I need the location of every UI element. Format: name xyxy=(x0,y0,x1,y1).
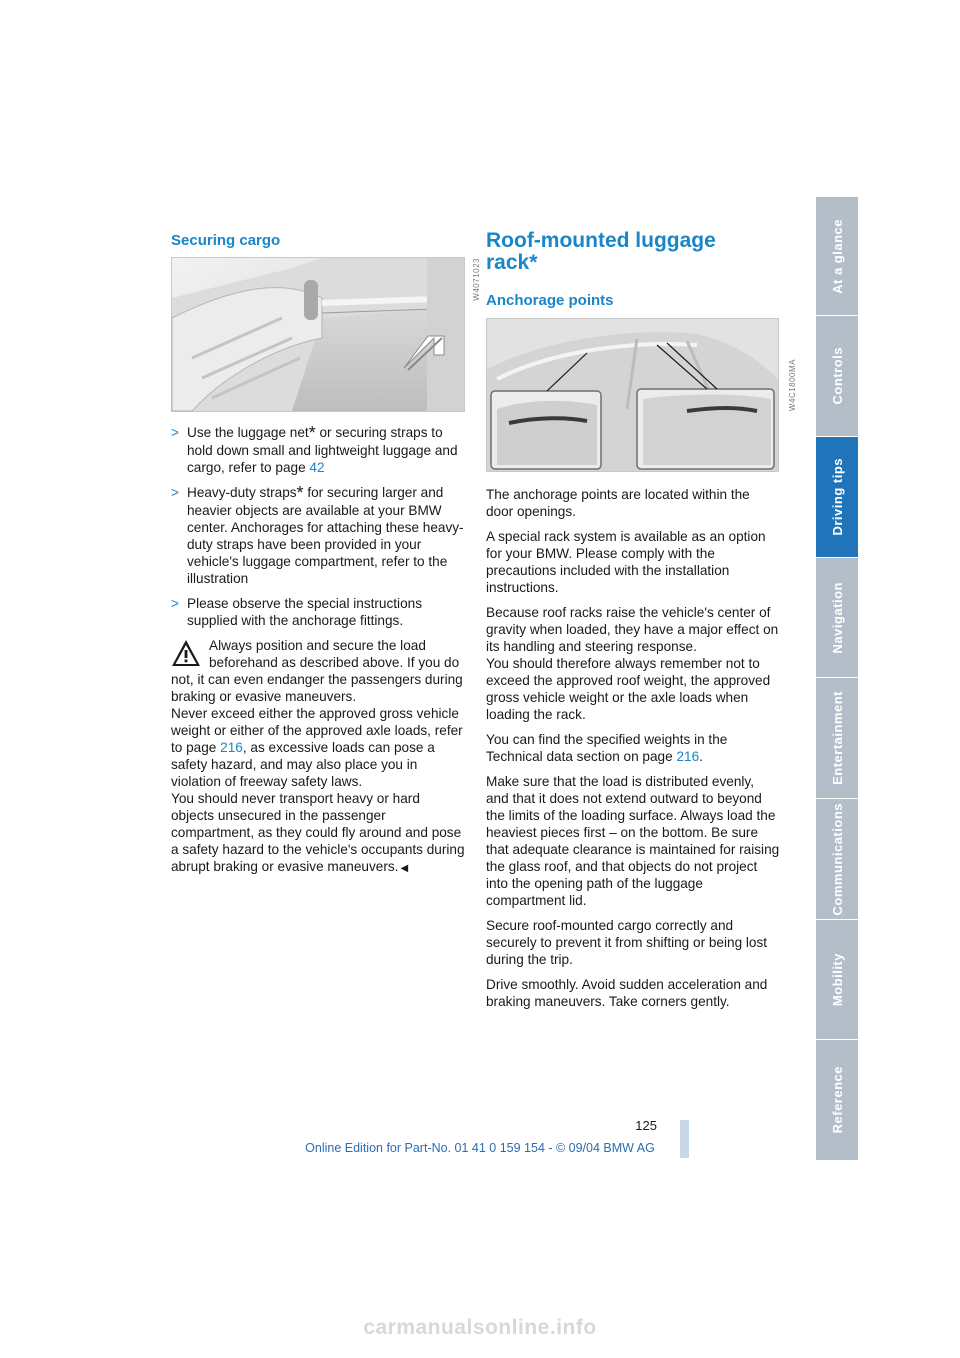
paragraph: A special rack system is available as an option for your BMW. Please comply with the precautions included with the installation instructions. xyxy=(486,529,766,595)
luggage-compartment-illustration xyxy=(172,258,464,411)
rack-text xyxy=(486,486,780,1010)
anchorage-points-figure xyxy=(486,318,797,472)
luggage-compartment-figure xyxy=(171,257,481,412)
tab-mobility[interactable] xyxy=(816,920,858,1040)
bullet-mark: > xyxy=(171,485,179,500)
bullet-text: or securing straps to hold down small and lightweight luggage and cargo, refer to page xyxy=(187,425,458,475)
tab-label: Navigation xyxy=(829,581,845,654)
paragraph-text: . xyxy=(699,749,703,764)
tab-at-a-glance[interactable] xyxy=(816,197,858,316)
tab-communications[interactable] xyxy=(816,799,858,920)
tab-controls[interactable] xyxy=(816,316,858,437)
optional-star: * xyxy=(529,251,538,274)
left-column xyxy=(171,232,481,877)
optional-star: * xyxy=(296,483,304,503)
warning-text: , as excessive loads can pose a safety hazard, and may also place you in violation of freeway safety laws. xyxy=(171,740,435,789)
anchorage-points-illustration xyxy=(487,319,778,471)
page-number: 125 xyxy=(635,1118,657,1133)
list-item xyxy=(171,595,465,629)
paragraph: You should therefore always remember not to exceed the approved roof weight, the approved gross vehicle weight or the axle loads when loading the rack. xyxy=(486,656,771,722)
list-item xyxy=(171,424,465,476)
list-item xyxy=(171,484,465,587)
paragraph: Because roof racks raise the vehicle's center of gravity when loaded, they have a major effect on its handling and steering response. xyxy=(486,605,779,654)
watermark: carmanualsonline.info xyxy=(363,1316,597,1339)
bullet-mark: > xyxy=(171,596,179,611)
tab-entertainment[interactable] xyxy=(816,678,858,799)
section-heading-anchorage-points: Anchorage points xyxy=(486,292,614,309)
page-link-216[interactable]: 216 xyxy=(220,740,243,755)
section-heading-securing-cargo: Securing cargo xyxy=(171,232,281,249)
right-column xyxy=(486,229,797,1018)
paragraph-weights xyxy=(486,731,780,765)
chapter-tabs xyxy=(816,197,858,1160)
bullet-mark: > xyxy=(171,425,179,440)
tab-label: Reference xyxy=(829,1066,845,1134)
warning-text-3 xyxy=(171,790,465,877)
paragraph: Secure roof-mounted cargo correctly and securely to prevent it from shifting or being lost during the trip. xyxy=(486,918,768,967)
bullet-text: Heavy-duty straps xyxy=(187,485,297,500)
page-link-42[interactable]: 42 xyxy=(309,460,325,475)
warning-text: Never exceed either the approved gross vehicle weight or either of the approved axle loads, refer to page xyxy=(171,706,463,755)
end-mark: ◀ xyxy=(400,863,409,874)
bullet-list xyxy=(171,424,465,629)
bullet-text: Use the luggage net xyxy=(187,425,309,440)
paragraph: Make sure that the load is distributed evenly, and that it does not extend outward to beyond the limits of the loading surface. Always load the heaviest pieces first – on the bottom. Be sure that adequate clearance is maintained for raising the glass roof, and that objects do not project into the opening path of the luggage compartment lid. xyxy=(486,774,780,908)
tab-label: At a glance xyxy=(829,218,845,294)
paragraph-text: You can find the specified weights in the Technical data section on page xyxy=(486,732,728,764)
footer-edition: Online Edition for Part-No. 01 41 0 159 154 - © 09/04 BMW AG xyxy=(305,1141,655,1155)
figure-code: W4C1800MA xyxy=(788,359,797,412)
tab-label: Driving tips xyxy=(829,458,845,536)
bullet-text: Please observe the special instructions supplied with the anchorage fittings. xyxy=(187,596,422,628)
paragraph: The anchorage points are located within the door openings. xyxy=(486,487,750,519)
tab-label: Entertainment xyxy=(829,691,845,785)
tab-navigation[interactable] xyxy=(816,558,858,678)
page-title xyxy=(486,230,756,274)
bullet-text: for securing larger and heavier objects are available at your BMW center. Anchorages for attaching these heavy-duty straps have been provided in your vehicle's luggage compartment, refer to the illustration xyxy=(187,485,464,586)
warning-text-1: Always position and secure the load beforehand as described above. If you do not, it can even endanger the passengers during braking or evasive maneuvers. xyxy=(171,638,463,704)
paragraph: Drive smoothly. Avoid sudden acceleration and braking maneuvers. Take corners gently. xyxy=(486,977,768,1009)
tab-label: Mobility xyxy=(829,952,845,1007)
figure-code: W4071023 xyxy=(472,258,481,301)
warning-note xyxy=(171,637,465,877)
warning-text: You should never transport heavy or hard objects unsecured in the passenger compartment, as they could fly around and pose a safety hazard to the vehicle's occupants during abrupt braking or evasive maneuvers. xyxy=(171,791,465,874)
tab-label: Communications xyxy=(829,802,845,916)
tab-driving-tips[interactable] xyxy=(816,437,858,558)
warning-text-2 xyxy=(171,705,465,790)
page-link-216[interactable]: 216 xyxy=(676,749,700,764)
tab-label: Controls xyxy=(829,347,845,405)
optional-star: * xyxy=(308,423,316,443)
page-title-text: Roof-mounted luggage rack xyxy=(486,229,716,274)
warning-triangle-icon xyxy=(171,639,201,667)
